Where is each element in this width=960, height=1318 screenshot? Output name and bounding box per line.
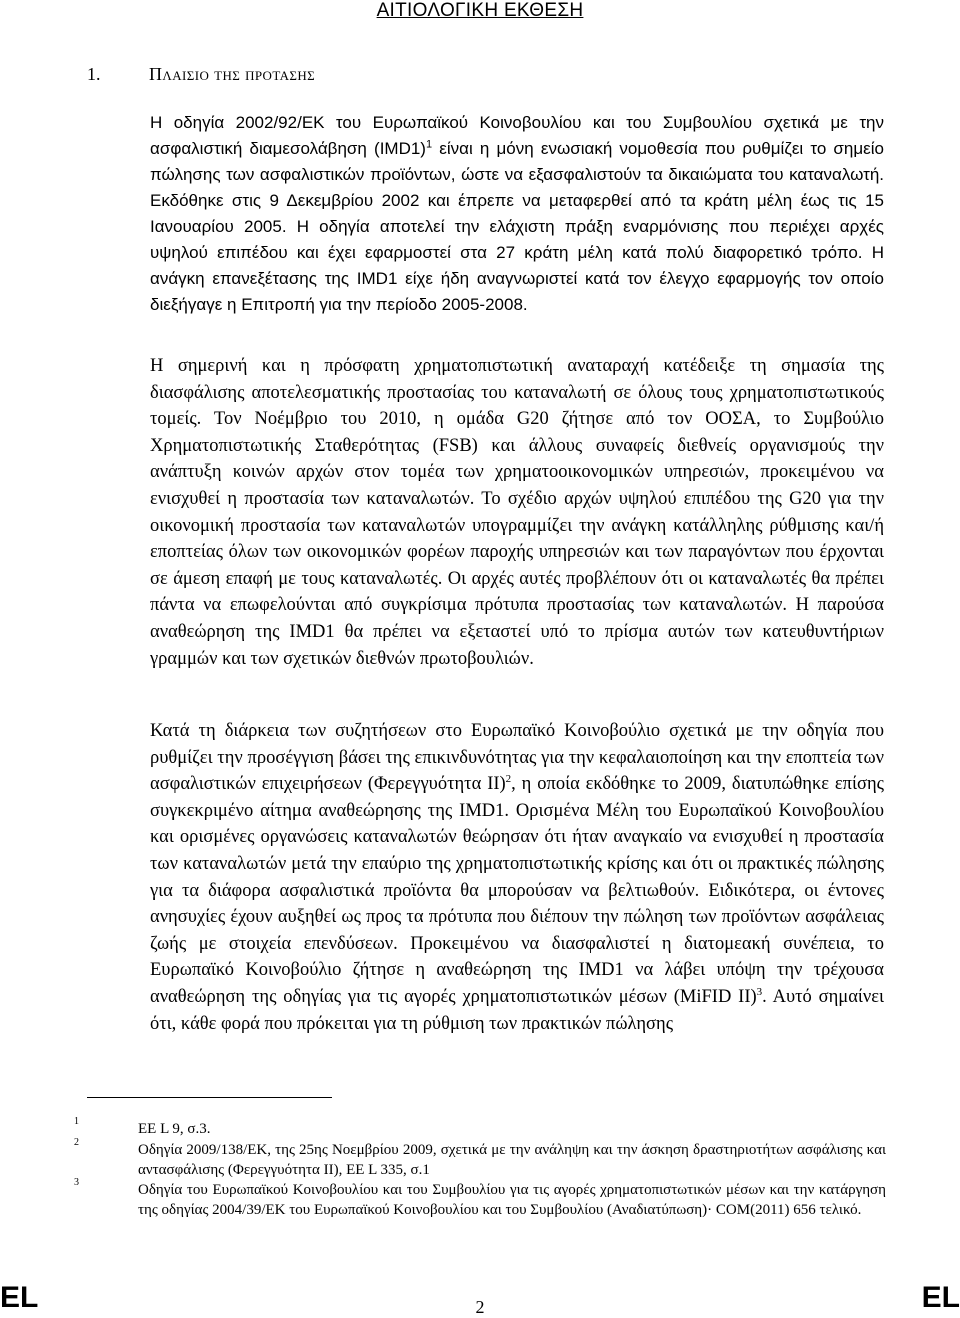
footnote-mark: 1 (74, 1116, 79, 1127)
footnote-separator (87, 1097, 332, 1098)
paragraph-text: . Αυτό σημαίνει ότι, κάθε φορά που πρόκειται για τη ρύθμιση των πρακτικών πώλησης (150, 986, 884, 1034)
footnote-ref-2: 2 (505, 773, 512, 786)
footnote-mark: 2 (74, 1137, 79, 1148)
footnote-mark: 3 (74, 1177, 79, 1188)
paragraph-text: , η οποία εκδόθηκε το 2009, διατυπώθηκε επίσης συγκεκριμένο αίτημα αναθεώρησης της IMD1. Ορισμένα Μέλη του Ευρωπαϊκού Κοινοβουλίου και ορισμένες οργανώσεις καταναλωτών θεώρησαν ότι ήταν αναγκαίο να ενισχυθεί η προστασία των καταναλωτών μετά την επαύριο της χρηματοπιστωτικής κρίσης και ότι οι πρακτικές πώλησης για τα διάφορα ασφαλιστικά προϊόντα θα μπορούσαν να βελτιωθούν. Ειδικότερα, οι έντονες ανησυχίες έχουν αυξηθεί ως προς τα πρότυπα που διέπουν την πώληση των προϊόντων ασφάλειας ζωής με στοιχεία επενδύσεων. Προκειμένου να διασφαλιστεί η διατομεακή συνέπεια, το Ευρωπαϊκό Κοινοβούλιο ζήτησε η αναθεώρηση της IMD1 να λάβει υπόψη την τρέχουσα αναθεώρηση της οδηγίας για τις αγορές χρηματοπιστωτικών μέσων (MiFID ΙΙ) (150, 774, 884, 1007)
footnote-ref-1: 1 (425, 138, 433, 151)
paragraph-text: είναι η μόνη ενωσιακή νομοθεσία που ρυθμίζει το σημείο πώλησης των ασφαλιστικών προϊόντων, ώστε να εξασφαλιστούν τα δικαιώματα του καταναλωτή. Εκδόθηκε στις 9 Δεκεμβρίου 2002 και έπρεπε να μεταφερθεί από τα κράτη μέλη έως τις 15 Ιανουαρίου 2005. Η οδηγία αποτελεί την ελάχιστη πράξη εναρμόνισης που περιέχει αρχές υψηλού επιπέδου και έχει εφαρμοστεί στα 27 κράτη μέλη κατά πολύ διαφορετικό τρόπο. Η ανάγκη επανεξέτασης της IMD1 είχε ήδη αναγνωριστεί κατά τον έλεγχο εφαρμογής τον οποίο διεξήγαγε η Επιτροπή για την περίοδο 2005-2008. (150, 139, 884, 314)
page-number: 2 (475, 1297, 485, 1317)
language-code-right: EL (921, 1281, 960, 1314)
section-title: Πλαισιο της προτασης (149, 64, 316, 84)
paragraph-financial-turmoil: Η σημερινή και η πρόσφατη χρηματοπιστωτική αναταραχή κατέδειξε τη σημασία της διασφάλισης αποτελεσματικής προστασίας του καταναλωτή σε όλους τους χρηματοπιστωτικούς τομείς. Τον Νοέμβριο του 2010, η ομάδα G20 ζήτησε από τον ΟΟΣΑ, το Συμβούλιο Χρηματοπιστωτικής Σταθερότητας (FSB) και άλλους συναφείς διεθνείς οργανισμούς την ανάπτυξη κοινών αρχών στον τομέα των χρηματοοικονομικών υπηρεσιών, προκειμένου να ενισχυθεί η προστασία των καταναλωτών. Το σχέδιο αρχών υψηλού επιπέδου της G20 για την οικονομική προστασία των καταναλωτών υπογραμμίζει την ανάγκη κατάλληλης ρύθμισης και/ή εποπτείας όλων των οικονομικών φορέων παροχής υπηρεσιών και των παραγόντων που έρχονται σε άμεση επαφή με τους καταναλωτές. Οι αρχές αυτές προβλέπουν ότι οι καταναλωτές θα πρέπει πάντα να επωφελούνται από συγκρίσιμα πρότυπα προστασίας των καταναλωτών. Η παρούσα αναθεώρηση της IMD1 θα πρέπει να εξεταστεί υπό το πρίσμα αυτών των κατευθυντήριων γραμμών και των σχετικών διεθνών πρωτοβουλιών. (150, 356, 884, 669)
footnote-text: Οδηγία 2009/138/ΕΚ, της 25ης Νοεμβρίου 2009, σχετικά με την ανάληψη και την άσκηση δραστηριοτήτων ασφάλισης και αντασφάλισης (Φερεγγυότητα ΙΙ), ΕΕ L 335, σ.1 (138, 1142, 886, 1178)
footnote-text: ΕΕ L 9, σ.3. (138, 1121, 211, 1137)
language-code-left: EL (0, 1281, 39, 1314)
section-heading (87, 64, 315, 85)
paragraph-text: Η οδηγία 2002/92/ΕΚ του Ευρωπαϊκού Κοινοβουλίου και του Συμβουλίου σχετικά με την ασφαλιστική διαμεσολάβηση (IMD1) (150, 113, 884, 158)
paragraph-framework (150, 110, 884, 318)
page-title: ΑΙΤΙΟΛΟΓΙΚΗ ΕΚΘΕΣΗ (376, 0, 584, 21)
paragraph-parliament-discussions (150, 718, 884, 1037)
footnote-text: Οδηγία του Ευρωπαϊκού Κοινοβουλίου και του Συμβουλίου για τις αγορές χρηματοπιστωτικών μέσων και την κατάργηση της οδηγίας 2004/39/ΕΚ του Ευρωπαϊκού Κοινοβουλίου και του Συμβουλίου (Αναδιατύπωση)· COM(2011) 656 τελικό. (138, 1182, 886, 1218)
footnote-ref-3: 3 (756, 985, 763, 998)
paragraph-text: Κατά τη διάρκεια των συζητήσεων στο Ευρωπαϊκό Κοινοβούλιο σχετικά με την οδηγία που ρυθμίζει την προσέγγιση βάσει της επικινδυνότητας για την κεφαλαιοποίηση και την εποπτεία των ασφαλιστικών επιχειρήσεων (Φερεγγυότητα ΙΙ) (150, 721, 884, 795)
section-number: 1. (87, 64, 101, 84)
